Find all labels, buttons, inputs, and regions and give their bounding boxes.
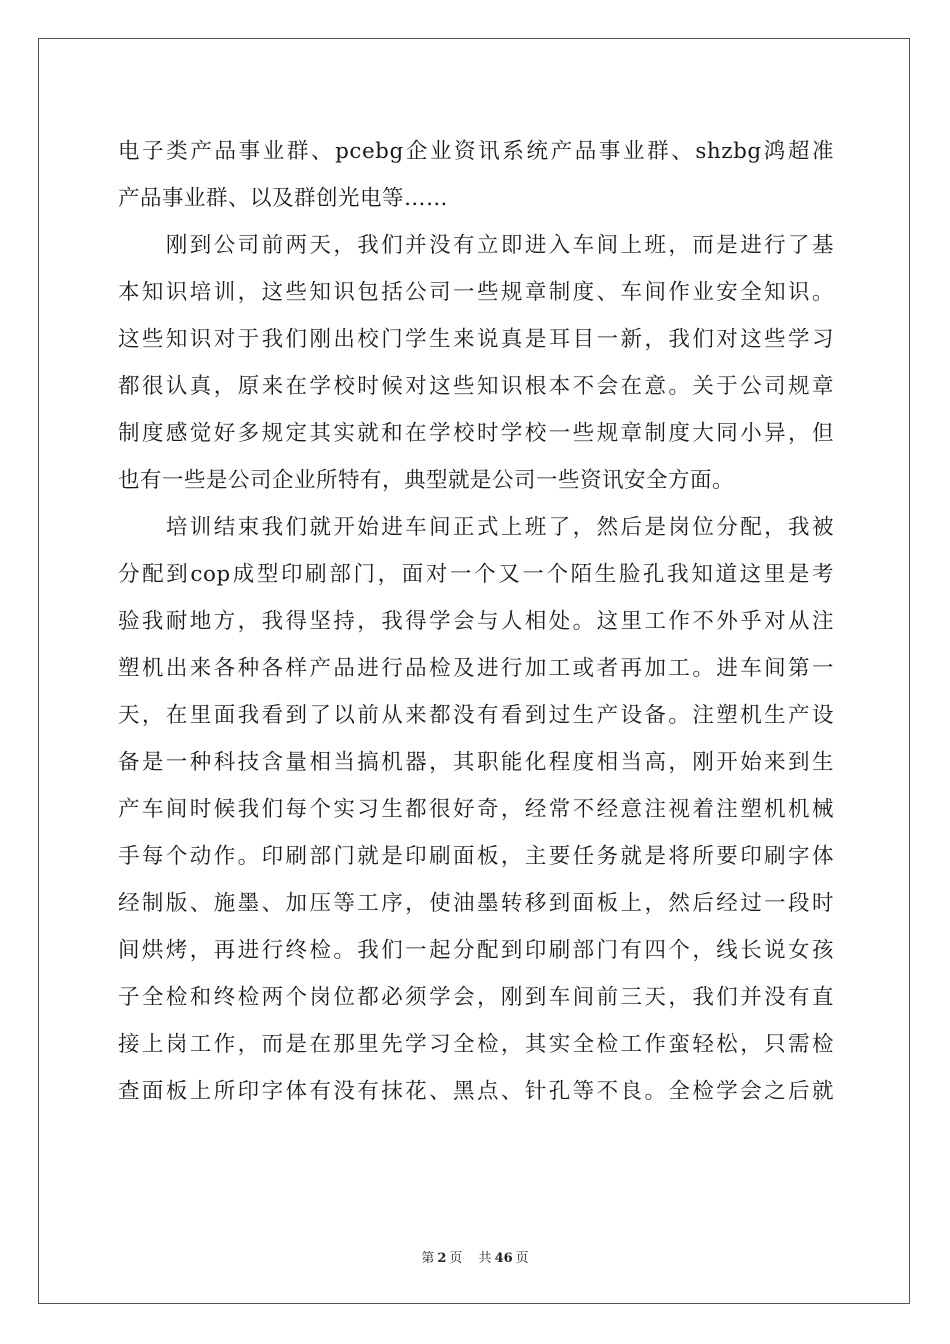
text-line: 备是一种科技含量相当搞机器，其职能化程度相当高，刚开始来到生 bbox=[118, 750, 834, 775]
text-line: 子全检和终检两个岗位都必须学会，刚到车间前三天，我们并没有直 bbox=[118, 985, 834, 1010]
text-line: 电子类产品事业群、pcebg企业资讯系统产品事业群、shzbg鸿超准 bbox=[118, 139, 834, 164]
page-indicator bbox=[418, 1251, 465, 1266]
text-line: 手每个动作。印刷部门就是印刷面板，主要任务就是将所要印刷字体 bbox=[118, 844, 834, 869]
text-line: 这些知识对于我们刚出校门学生来说真是耳目一新，我们对这些学习 bbox=[118, 327, 834, 352]
total-pages: 46 bbox=[494, 1251, 513, 1266]
text-line: 本知识培训，这些知识包括公司一些规章制度、车间作业安全知识。 bbox=[118, 280, 834, 305]
page-number: 2 bbox=[437, 1251, 447, 1266]
total-prefix: 共 bbox=[478, 1251, 492, 1266]
text-line: 塑机出来各种各样产品进行品检及进行加工或者再加工。进车间第一 bbox=[118, 656, 834, 681]
document-body bbox=[118, 128, 834, 1115]
text-line: 制度感觉好多规定其实就和在学校时学校一些规章制度大同小异，但 bbox=[118, 421, 834, 446]
text-line: 查面板上所印字体有没有抹花、黑点、针孔等不良。全检学会之后就 bbox=[118, 1079, 834, 1104]
page-prefix: 第 bbox=[421, 1251, 435, 1266]
text-line: 都很认真，原来在学校时候对这些知识根本不会在意。关于公司规章 bbox=[118, 374, 834, 399]
text-line: 刚到公司前两天，我们并没有立即进入车间上班，而是进行了基 bbox=[118, 233, 834, 258]
page-footer bbox=[0, 1247, 950, 1266]
text-line: 接上岗工作，而是在那里先学习全检，其实全检工作蛮轻松，只需检 bbox=[118, 1032, 834, 1057]
text-line: 分配到cop成型印刷部门，面对一个又一个陌生脸孔我知道这里是考 bbox=[118, 562, 834, 587]
total-suffix: 页 bbox=[515, 1251, 529, 1266]
text-line: 培训结束我们就开始进车间正式上班了，然后是岗位分配，我被 bbox=[118, 515, 834, 540]
page-suffix: 页 bbox=[449, 1251, 463, 1266]
text-line: 产车间时候我们每个实习生都很好奇，经常不经意注视着注塑机机械 bbox=[118, 797, 834, 822]
text-line: 天，在里面我看到了以前从来都没有看到过生产设备。注塑机生产设 bbox=[118, 703, 834, 728]
text-line: 间烘烤，再进行终检。我们一起分配到印刷部门有四个，线长说女孩 bbox=[118, 938, 834, 963]
total-indicator bbox=[476, 1251, 532, 1266]
text-line: 产品事业群、以及群创光电等…… bbox=[118, 186, 449, 211]
text-line: 也有一些是公司企业所特有，典型就是公司一些资讯安全方面。 bbox=[118, 468, 735, 493]
text-line: 验我耐地方，我得坚持，我得学会与人相处。这里工作不外乎对从注 bbox=[118, 609, 834, 634]
text-line: 经制版、施墨、加压等工序，使油墨转移到面板上，然后经过一段时 bbox=[118, 891, 834, 916]
